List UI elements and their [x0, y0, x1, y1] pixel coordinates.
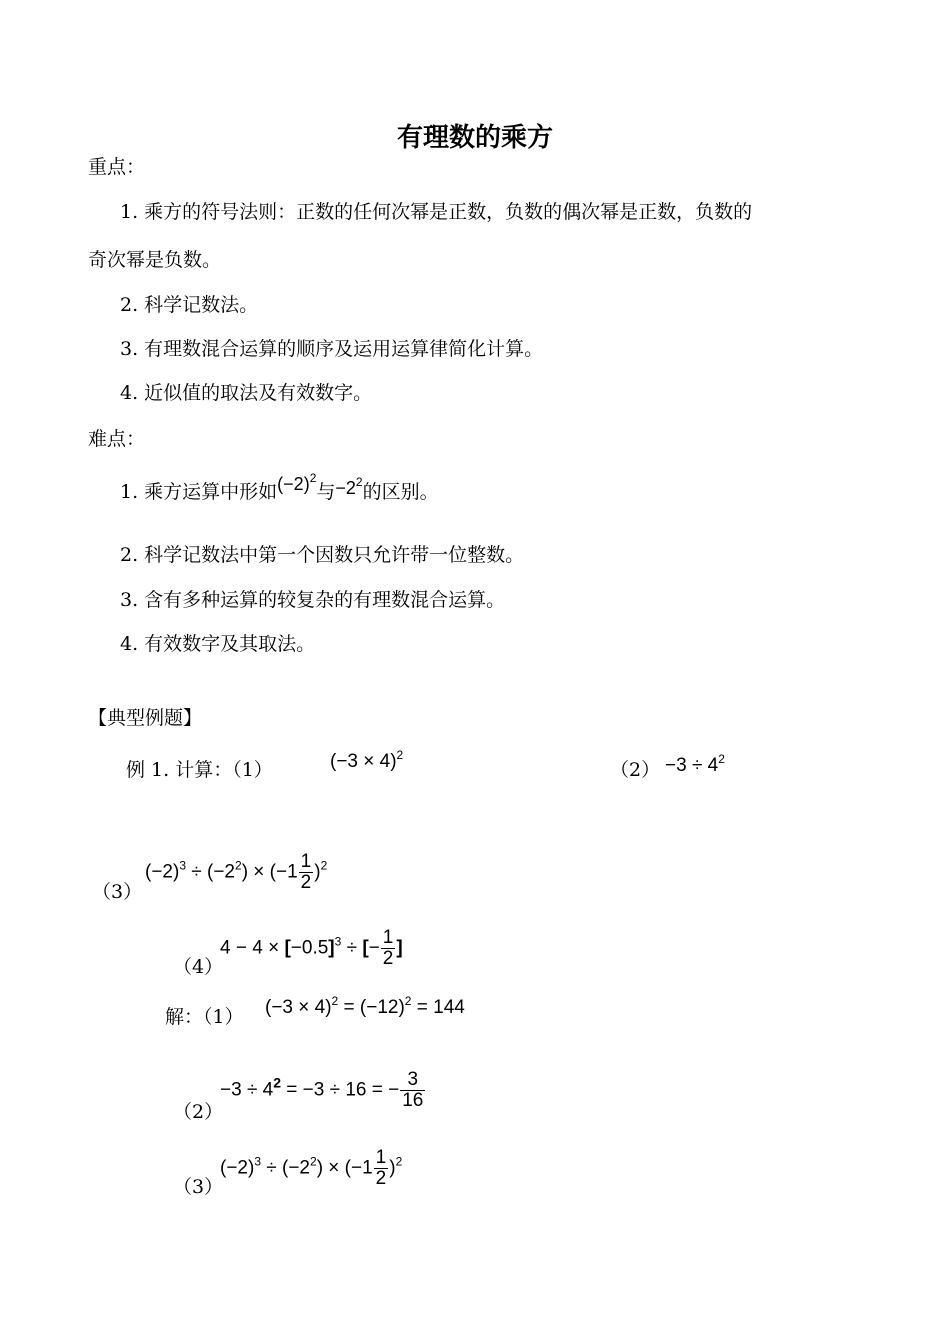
key-point-2: 2. 科学记数法。 — [120, 294, 259, 316]
frac-denominator: 16 — [402, 1090, 424, 1111]
solution-1-result: = (−12) — [343, 997, 405, 1018]
formula-neg-2-squared: $-2^2$ — [335, 475, 363, 498]
example-1-part3-label: （3） — [92, 881, 143, 903]
page-title: 有理数的乘方 — [396, 123, 553, 153]
solution-1-formula: $(-3 \times 4)^2 = (-12)^2 = 144$ — [265, 994, 465, 1018]
frac-denominator: 2 — [300, 872, 312, 893]
difficulty-2: 2. 科学记数法中第一个因数只允许带一位整数。 — [120, 544, 525, 566]
solution-2-label: （2） — [173, 1101, 224, 1123]
frac-denominator: 2 — [375, 1168, 387, 1189]
key-point-1-cont: 奇次幂是负数。 — [88, 249, 222, 271]
key-point-1: 1. 乘方的符号法则：正数的任何次幂是正数，负数的偶次幂是正数，负数的 — [120, 201, 753, 223]
difficulty-1-mid: 与 — [316, 481, 336, 503]
example-1-part3-formula: $(-2)^3 \div (-2^2) \times (-1$ $\frac{1}{2}$ )$^2$ — [145, 851, 328, 893]
key-point-3: 3. 有理数混合运算的顺序及运用运算律简化计算。 — [120, 338, 544, 360]
difficulty-4: 4. 有效数字及其取法。 — [120, 633, 316, 655]
difficulty-1-prefix: 1. 乘方运算中形如 — [120, 481, 278, 503]
solution-3-formula: $(-2)^3 \div (-2^2) \times (-1$ $\frac{1}{2}$ )$^2$ — [220, 1147, 403, 1189]
difficulty-1-suffix: 的区别。 — [362, 481, 439, 503]
difficulty-1 — [120, 471, 439, 504]
solution-3-label: （3） — [173, 1176, 224, 1198]
difficulty-3: 3. 含有多种运算的较复杂的有理数混合运算。 — [120, 589, 506, 611]
frac-numerator: 3 — [400, 1070, 425, 1091]
key-point-4: 4. 近似值的取法及有效数字。 — [120, 382, 373, 404]
solution-label: 解：（1） — [165, 1006, 244, 1028]
example-1-part4-label: （4） — [173, 956, 224, 978]
solution-2-formula: $-3 \div 4^2 = -3 \div 16$ = − $\frac{3}{16}$ — [220, 1069, 424, 1111]
example-1-part1-formula: $(-3 \times 4)^2$ — [330, 748, 404, 772]
solution-2-mid: = −3 ÷ 16 = − — [281, 1079, 400, 1101]
example-1-part2-formula: $-3 \div 4^2$ — [665, 752, 725, 776]
example-1-part2-label: （2） — [610, 759, 661, 781]
frac-numerator: 1 — [300, 851, 312, 872]
example-1-part4-formula: $4 - 4 \times [-0.5]^3$ ÷ [− $\frac{1}{2}$ ] — [220, 927, 403, 969]
frac-numerator: 1 — [375, 1147, 387, 1168]
frac-numerator: 1 — [382, 927, 394, 948]
difficulties-heading: 难点： — [88, 428, 146, 450]
frac-denominator: 2 — [382, 948, 394, 969]
key-points-heading: 重点： — [88, 156, 146, 178]
solution-1-value: = 144 — [411, 997, 465, 1018]
formula-neg2-paren-squared: $(-2)^2$ — [277, 471, 317, 494]
example-1-label: 例 1. 计算：（1） — [126, 759, 273, 781]
examples-heading: 【典型例题】 — [88, 707, 203, 729]
